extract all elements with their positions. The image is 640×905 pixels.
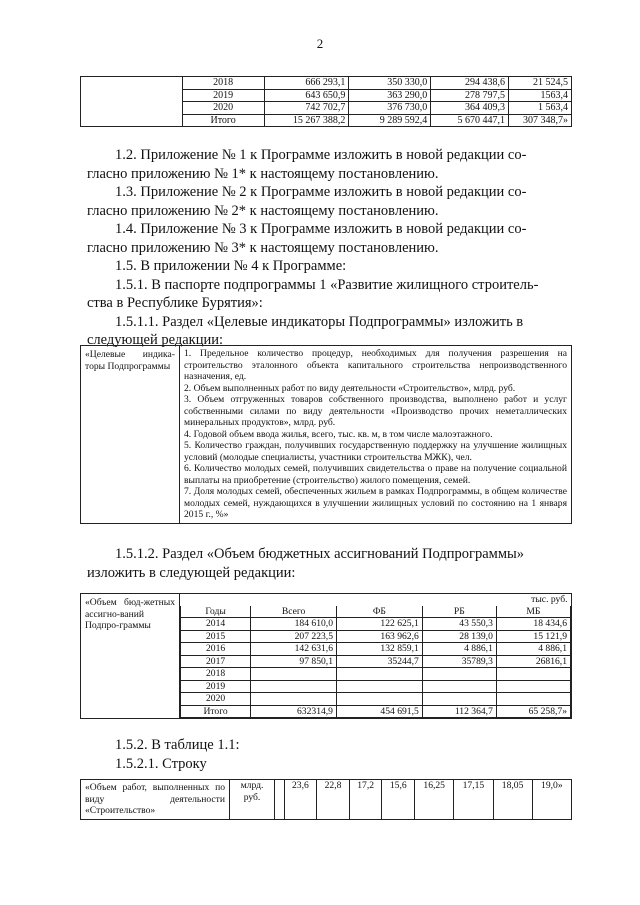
year-cell: 2016 — [181, 643, 251, 656]
budget-inner-table — [180, 594, 571, 718]
year-cell: 2020 — [181, 693, 251, 706]
value-cell: 43 550,3 — [422, 618, 496, 631]
paragraph: 1.5.2.1. Строку — [115, 755, 207, 772]
paragraph: ства в Республике Бурятия»: — [87, 295, 263, 311]
column-header: ФБ — [336, 606, 422, 618]
paragraph: 1.5. В приложении № 4 к Программе: — [115, 258, 347, 274]
column-header: Всего — [251, 606, 337, 618]
value-cell: 35244,7 — [336, 655, 422, 668]
table-row — [181, 643, 571, 656]
value-cell: 632314,9 — [251, 705, 337, 718]
indicator-item: 4. Годовой объем ввода жилья, всего, тыс. кв. м, в том числе малоэтажного. — [184, 428, 493, 440]
year-cell: 2018 — [181, 668, 251, 681]
indicator-item: 3. Объем отгруженных товаров собственного производства, выполнено работ и услуг собственными силами по виду деятельности «Производство прочих неметаллических минеральных продуктов», млрд. руб. — [184, 394, 567, 428]
value-cell: 15 121,9 — [496, 630, 570, 643]
cell-year: Итого — [182, 114, 264, 127]
paragraph: гласно приложению № 3* к настоящему постановлению. — [87, 239, 439, 256]
table-row — [181, 693, 571, 706]
cell-rb: 5 670 447,1 — [431, 114, 509, 127]
paragraph: 1.5.1.1. Раздел «Целевые индикаторы Подпрограммы» изложить в — [115, 313, 524, 330]
row-label: «Объем работ, выполненных по виду деятельности «Строительство» — [81, 780, 230, 820]
indicator-item: 2. Объем выполненных работ по виду деятельности «Строительство», млрд. руб. — [184, 382, 516, 394]
value-cell: 26816,1 — [496, 655, 570, 668]
value-cell: 132 859,1 — [336, 643, 422, 656]
value-cell: 65 258,7» — [496, 705, 570, 718]
indicator-item: 6. Количество молодых семей, получивших свидетельства о праве на получение социальной выплаты на приобретение (строительство) жилого помещения, семей. — [184, 463, 567, 486]
year-cell: 2014 — [181, 618, 251, 631]
row-unit: млрд. руб. — [230, 780, 275, 820]
row-value: 16,25 — [415, 780, 454, 820]
column-header: МБ — [496, 606, 570, 618]
value-cell — [496, 693, 570, 706]
value-cell: 4 886,1 — [422, 643, 496, 656]
cell-rb: 294 438,6 — [431, 77, 509, 90]
paragraph: 1.5.2. В таблице 1.1: — [115, 737, 240, 753]
value-cell — [496, 668, 570, 681]
value-cell: 454 691,5 — [336, 705, 422, 718]
value-cell: 4 886,1 — [496, 643, 570, 656]
table-row — [181, 630, 571, 643]
paragraph: 1.5.1.2. Раздел «Объем бюджетных ассигнований Подпрограммы» — [115, 546, 525, 562]
value-cell — [422, 668, 496, 681]
value-cell: 122 625,1 — [336, 618, 422, 631]
year-cell: 2015 — [181, 630, 251, 643]
cell-total: 643 650,9 — [264, 89, 349, 102]
row-value: 18,05 — [493, 780, 532, 820]
cell-total: 15 267 388,2 — [264, 114, 349, 127]
table-row — [181, 680, 571, 693]
row-value: 15,6 — [382, 780, 415, 820]
row-value: 22,8 — [317, 780, 350, 820]
budget-label: «Объем бюд-жетных ассигно-ваний Подпро-граммы — [81, 594, 180, 719]
indicators-table — [80, 345, 572, 524]
cell-mb: 307 348,7» — [509, 114, 572, 127]
year-cell: Итого — [181, 705, 251, 718]
indicator-item: 7. Доля молодых семей, обеспеченных жильем в рамках Подпрограммы, в общем количестве молодых семей, нуждающихся в улучшении жилищных условий по состоянию на 1 января 2015 г., %» — [184, 486, 567, 520]
value-cell: 28 139,0 — [422, 630, 496, 643]
value-cell: 112 364,7 — [422, 705, 496, 718]
budget-table — [80, 593, 572, 719]
table-row — [181, 618, 571, 631]
cell-mb: 1563,4 — [509, 89, 572, 102]
cell-rb: 364 409,3 — [431, 102, 509, 115]
row-value: 19,0» — [532, 780, 571, 820]
value-cell — [422, 680, 496, 693]
value-cell: 207 223,5 — [251, 630, 337, 643]
cell-total: 666 293,1 — [264, 77, 349, 90]
paragraph: следующей редакции: — [87, 332, 224, 348]
value-cell: 163 962,6 — [336, 630, 422, 643]
value-cell: 184 610,0 — [251, 618, 337, 631]
indicators-list — [180, 346, 572, 524]
unit-label: тыс. руб. — [531, 594, 568, 605]
cell-fb: 350 330,0 — [349, 77, 431, 90]
column-header: Годы — [181, 606, 251, 618]
cell-mb: 1 563,4 — [509, 102, 572, 115]
value-cell — [251, 668, 337, 681]
budget-intro — [87, 545, 572, 582]
column-header: РБ — [422, 606, 496, 618]
value-cell — [251, 693, 337, 706]
cell-total: 742 702,7 — [264, 102, 349, 115]
cell-year: 2020 — [182, 102, 264, 115]
indicator-item: 5. Количество граждан, получивших государственную поддержку на улучшение жилищных условий (молодые специалисты, участники строительства МЖК), чел. — [184, 440, 567, 463]
indicator-item: 1. Предельное количество процедур, необходимых для получения разрешения на строительство эталонного объекта капитального строительства непроизводственного назначения, ед. — [184, 348, 567, 382]
paragraph: изложить в следующей редакции: — [87, 564, 296, 581]
table-row — [181, 655, 571, 668]
cell-fb: 376 730,0 — [349, 102, 431, 115]
paragraph: гласно приложению № 1* к настоящему постановлению. — [87, 165, 439, 182]
value-cell — [422, 693, 496, 706]
cell-rb: 278 797,5 — [431, 89, 509, 102]
value-cell: 97 850,1 — [251, 655, 337, 668]
table-amend-intro — [87, 736, 572, 773]
row-value — [275, 780, 285, 820]
paragraph: 1.3. Приложение № 2 к Программе изложить в новой редакции со- — [115, 184, 527, 200]
paragraph: 1.5.1. В паспорте подпрограммы 1 «Развитие жилищного строитель- — [115, 276, 539, 293]
paragraph: 1.4. Приложение № 3 к Программе изложить в новой редакции со- — [115, 221, 527, 237]
cell-year: 2018 — [182, 77, 264, 90]
indicator-row-table — [80, 779, 572, 820]
value-cell: 35789,3 — [422, 655, 496, 668]
value-cell — [496, 680, 570, 693]
value-cell: 18 434,6 — [496, 618, 570, 631]
value-cell — [251, 680, 337, 693]
table-row — [181, 705, 571, 718]
table-row — [181, 668, 571, 681]
cell-mb: 21 524,5 — [509, 77, 572, 90]
paragraph: 1.2. Приложение № 1 к Программе изложить в новой редакции со- — [115, 147, 527, 163]
table-row — [81, 77, 572, 90]
row-value: 23,6 — [284, 780, 317, 820]
value-cell: 142 631,6 — [251, 643, 337, 656]
value-cell — [336, 680, 422, 693]
cell-fb: 9 289 592,4 — [349, 114, 431, 127]
cell-year: 2019 — [182, 89, 264, 102]
row-value: 17,2 — [349, 780, 382, 820]
top-budget-table — [80, 76, 572, 127]
paragraph: гласно приложению № 2* к настоящему постановлению. — [87, 202, 439, 219]
cell-fb: 363 290,0 — [349, 89, 431, 102]
value-cell — [336, 693, 422, 706]
indicators-label: «Целевые индика-торы Подпрограммы — [81, 346, 180, 524]
year-cell: 2019 — [181, 680, 251, 693]
value-cell — [336, 668, 422, 681]
year-cell: 2017 — [181, 655, 251, 668]
row-value: 17,15 — [454, 780, 493, 820]
page-number: 2 — [316, 36, 324, 51]
amendment-paragraphs — [87, 146, 572, 350]
